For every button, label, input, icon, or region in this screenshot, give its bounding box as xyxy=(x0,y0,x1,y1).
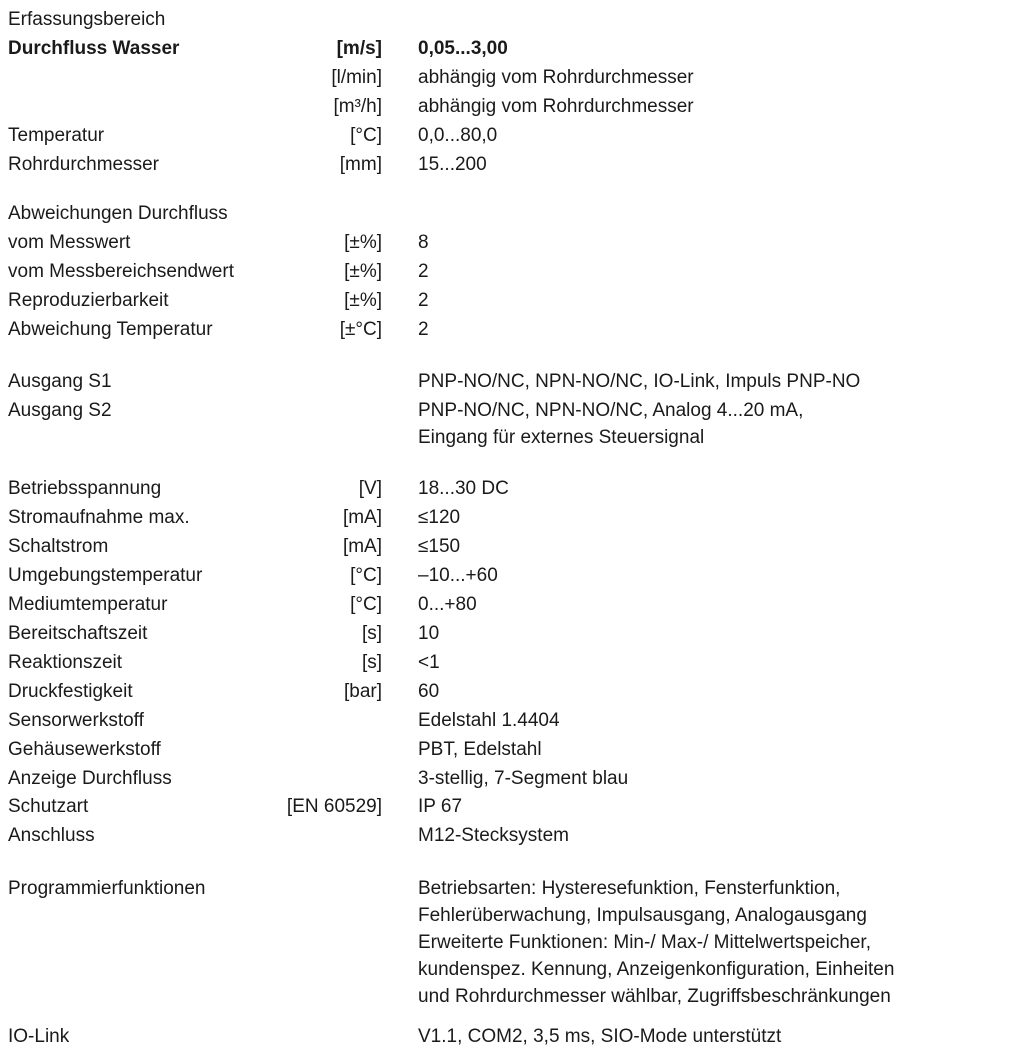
spec-row-temperature xyxy=(0,121,1024,150)
spec-label: Sensorwerkstoff xyxy=(8,710,144,731)
spec-value: 10 xyxy=(418,623,440,644)
spec-label: Durchfluss Wasser xyxy=(8,38,180,59)
spec-value: PBT, Edelstahl xyxy=(418,739,542,760)
spec-unit: [V] xyxy=(358,478,382,499)
spec-label: Ausgang S2 xyxy=(8,400,112,421)
section-heading-deviation xyxy=(0,199,1024,228)
spec-label: Gehäusewerkstoff xyxy=(8,739,161,760)
spec-value: Edelstahl 1.4404 xyxy=(418,710,560,731)
spec-row-deviation-full-scale xyxy=(0,257,1024,286)
spec-unit: [s] xyxy=(361,623,382,644)
spec-unit: [l/min] xyxy=(331,67,382,88)
spec-unit: [°C] xyxy=(350,594,382,615)
spec-unit: [±%] xyxy=(344,290,382,311)
spec-label: Reproduzierbarkeit xyxy=(8,290,169,311)
section-heading-text: Erfassungsbereich xyxy=(8,9,166,30)
spec-row-ambient-temperature xyxy=(0,561,1024,590)
spec-row-flow-lmin xyxy=(0,63,1024,92)
spec-row-deviation-temperature xyxy=(0,315,1024,344)
spec-value-line: PNP-NO/NC, NPN-NO/NC, Analog 4...20 mA, xyxy=(418,400,804,421)
spec-label: Stromaufnahme max. xyxy=(8,507,190,528)
spec-value: ≤120 xyxy=(418,507,461,528)
spec-value: 15...200 xyxy=(418,154,487,175)
spec-unit: [±°C] xyxy=(339,319,382,340)
spec-value: 8 xyxy=(418,232,429,253)
spec-unit: [±%] xyxy=(344,261,382,282)
spec-row-output-s1 xyxy=(0,367,1024,396)
section-heading-text: Abweichungen Durchfluss xyxy=(8,203,228,224)
spec-value-line: kundenspez. Kennung, Anzeigenkonfiguration, Einheiten xyxy=(418,959,895,980)
spec-unit: [bar] xyxy=(343,681,382,702)
spec-row-current-consumption xyxy=(0,503,1024,532)
spec-value-line: Eingang für externes Steuersignal xyxy=(418,427,705,448)
spec-row-deviation-measured xyxy=(0,228,1024,257)
spec-row-switching-current xyxy=(0,532,1024,561)
spec-value: 2 xyxy=(418,290,429,311)
spec-label: Temperatur xyxy=(8,125,105,146)
spec-label: Umgebungstemperatur xyxy=(8,565,203,586)
spec-label: Ausgang S1 xyxy=(8,371,112,392)
spec-label: Anschluss xyxy=(8,825,95,846)
spec-row-sensor-material xyxy=(0,706,1024,735)
spec-row-repeatability xyxy=(0,286,1024,315)
spec-label: IO-Link xyxy=(8,1026,70,1047)
spec-label: vom Messwert xyxy=(8,232,131,253)
spec-row-flow-water xyxy=(0,34,1024,63)
spec-value: 0,0...80,0 xyxy=(418,125,498,146)
spec-value: 2 xyxy=(418,261,429,282)
spec-label: Reaktionszeit xyxy=(8,652,123,673)
spec-row-pressure-rating xyxy=(0,677,1024,706)
spec-row-flow-m3h xyxy=(0,92,1024,121)
spec-label: Betriebsspannung xyxy=(8,478,162,499)
spec-label: Mediumtemperatur xyxy=(8,594,168,615)
spec-unit: [mA] xyxy=(342,536,382,557)
spec-value: M12-Stecksystem xyxy=(418,825,569,846)
spec-unit: [m³/h] xyxy=(333,96,382,117)
spec-label: Abweichung Temperatur xyxy=(8,319,213,340)
spec-row-programming-functions xyxy=(0,874,1024,1014)
spec-value: 60 xyxy=(418,681,440,702)
spec-value: 0...+80 xyxy=(418,594,477,615)
spec-row-ready-delay xyxy=(0,619,1024,648)
spec-label: Schutzart xyxy=(8,796,89,817)
spec-unit: [mA] xyxy=(342,507,382,528)
spec-value-line: Erweiterte Funktionen: Min-/ Max-/ Mittelwertspeicher, xyxy=(418,932,871,953)
spec-value: 3-stellig, 7-Segment blau xyxy=(418,768,629,789)
spec-row-protection-rating xyxy=(0,792,1024,821)
spec-row-supply-voltage xyxy=(0,474,1024,503)
spec-row-output-s2 xyxy=(0,396,1024,452)
spec-unit: [EN 60529] xyxy=(286,796,382,817)
spec-row-medium-temperature xyxy=(0,590,1024,619)
spec-value: –10...+60 xyxy=(418,565,498,586)
spec-value: abhängig vom Rohrdurchmesser xyxy=(418,67,694,88)
spec-value: PNP-NO/NC, NPN-NO/NC, IO-Link, Impuls PNP-NO xyxy=(418,371,861,392)
spec-value: <1 xyxy=(418,652,440,673)
spec-label: Schaltstrom xyxy=(8,536,109,557)
spec-value-line: Betriebsarten: Hysteresefunktion, Fensterfunktion, xyxy=(418,878,841,899)
spec-unit: [±%] xyxy=(344,232,382,253)
spec-row-io-link xyxy=(0,1022,1024,1051)
spec-unit: [m/s] xyxy=(336,38,382,59)
spec-unit: [s] xyxy=(361,652,382,673)
spec-row-housing-material xyxy=(0,735,1024,764)
spec-value: IP 67 xyxy=(418,796,463,817)
spec-unit: [°C] xyxy=(350,565,382,586)
spec-value-line: und Rohrdurchmesser wählbar, Zugriffsbeschränkungen xyxy=(418,986,891,1007)
spec-row-flow-display xyxy=(0,764,1024,793)
spec-unit: [mm] xyxy=(339,154,382,175)
spec-value: abhängig vom Rohrdurchmesser xyxy=(418,96,694,117)
spec-label: vom Messbereichsendwert xyxy=(8,261,234,282)
spec-row-connection xyxy=(0,821,1024,850)
spec-value: ≤150 xyxy=(418,536,461,557)
spec-label: Anzeige Durchfluss xyxy=(8,768,172,789)
spec-value: V1.1, COM2, 3,5 ms, SIO-Mode unterstützt xyxy=(418,1026,782,1047)
spec-value-line: Fehlerüberwachung, Impulsausgang, Analogausgang xyxy=(418,905,867,926)
spec-label: Programmierfunktionen xyxy=(8,878,206,899)
spec-unit: [°C] xyxy=(350,125,382,146)
spec-value: 18...30 DC xyxy=(418,478,509,499)
spec-label: Rohrdurchmesser xyxy=(8,154,159,175)
spec-value: 2 xyxy=(418,319,429,340)
spec-value: 0,05...3,00 xyxy=(418,38,508,59)
spec-label: Druckfestigkeit xyxy=(8,681,133,702)
spec-row-pipe-diameter xyxy=(0,150,1024,179)
spec-row-reaction-time xyxy=(0,648,1024,677)
spec-value-multiline xyxy=(418,875,894,1010)
spec-value-multiline xyxy=(418,397,803,451)
section-heading-measurement-range xyxy=(0,5,1024,34)
spec-label: Bereitschaftszeit xyxy=(8,623,148,644)
